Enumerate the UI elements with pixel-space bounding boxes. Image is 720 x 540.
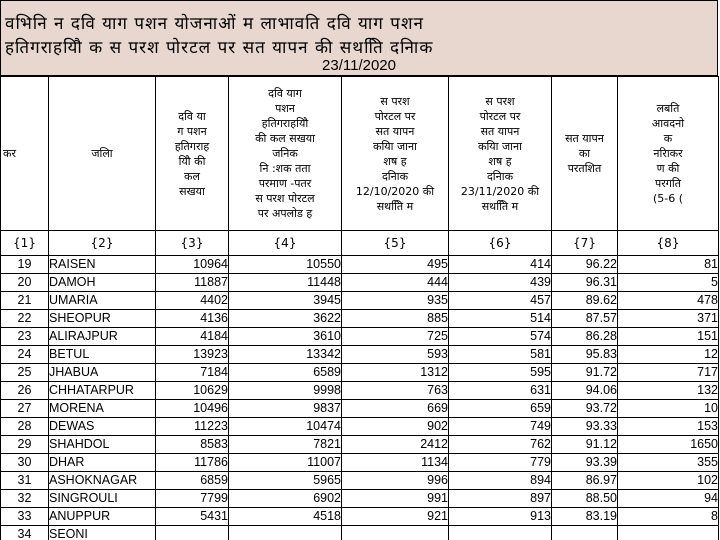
colnum-1: {1} xyxy=(1,231,49,256)
progress-cell: 717 xyxy=(618,364,719,382)
district-cell: MORENA xyxy=(49,400,156,418)
progress-cell: 81 xyxy=(618,256,719,274)
certificates-uploaded-cell: 3945 xyxy=(229,292,342,310)
pending-nov-cell: 779 xyxy=(449,454,552,472)
column-number-row xyxy=(1,231,719,256)
total-beneficiaries-cell: 8583 xyxy=(156,436,229,454)
serial-cell: 27 xyxy=(1,400,49,418)
serial-cell: 22 xyxy=(1,310,49,328)
district-cell: ALIRAJPUR xyxy=(49,328,156,346)
total-beneficiaries-cell: 5431 xyxy=(156,508,229,526)
progress-cell: 8 xyxy=(618,508,719,526)
certificates-uploaded-cell xyxy=(229,526,342,540)
table-row xyxy=(1,508,719,526)
serial-cell: 30 xyxy=(1,454,49,472)
total-beneficiaries-cell: 11887 xyxy=(156,274,229,292)
total-beneficiaries-cell: 13923 xyxy=(156,346,229,364)
verification-percent-cell: 89.62 xyxy=(552,292,618,310)
district-cell: CHHATARPUR xyxy=(49,382,156,400)
table-row xyxy=(1,274,719,292)
progress-cell xyxy=(618,526,719,540)
table-row xyxy=(1,400,719,418)
progress-cell: 478 xyxy=(618,292,719,310)
table-row xyxy=(1,472,719,490)
table-row xyxy=(1,382,719,400)
verification-percent-cell: 88.50 xyxy=(552,490,618,508)
district-cell: ANUPPUR xyxy=(49,508,156,526)
certificates-uploaded-cell: 6902 xyxy=(229,490,342,508)
verification-percent-cell: 96.31 xyxy=(552,274,618,292)
pension-verification-table xyxy=(0,76,719,540)
pending-nov-cell: 897 xyxy=(449,490,552,508)
title-line-1: वभिनि न दवि याग पशन योजनाओं म लाभावति दवि याग पशन xyxy=(5,14,424,34)
table-row xyxy=(1,364,719,382)
certificates-uploaded-cell: 5965 xyxy=(229,472,342,490)
pending-nov-cell: 894 xyxy=(449,472,552,490)
title-line-2: हतिगराहयिौ क स परश पोरटल पर सत यापन की सथतिि दनिाक xyxy=(5,38,434,58)
pending-oct-cell: 495 xyxy=(342,256,449,274)
header-verification-percent: सत यापन का परतशित xyxy=(552,77,618,231)
progress-cell: 132 xyxy=(618,382,719,400)
progress-cell: 94 xyxy=(618,490,719,508)
pending-oct-cell: 996 xyxy=(342,472,449,490)
serial-cell: 32 xyxy=(1,490,49,508)
header-pending-12-10-2020: स परश पोरटल पर सत यापन कयिा जाना शष ह दनिाक 12/10/2020 की सथतिि म xyxy=(342,77,449,231)
pending-nov-cell: 574 xyxy=(449,328,552,346)
pending-nov-cell: 439 xyxy=(449,274,552,292)
total-beneficiaries-cell: 4402 xyxy=(156,292,229,310)
total-beneficiaries-cell: 6859 xyxy=(156,472,229,490)
certificates-uploaded-cell: 3610 xyxy=(229,328,342,346)
serial-cell: 29 xyxy=(1,436,49,454)
pending-oct-cell: 1134 xyxy=(342,454,449,472)
progress-cell: 10 xyxy=(618,400,719,418)
total-beneficiaries-cell: 4136 xyxy=(156,310,229,328)
pending-oct-cell: 593 xyxy=(342,346,449,364)
header-total-beneficiaries: दवि या ग पशन हतिगराह यिौ की कल सखया xyxy=(156,77,229,231)
pending-oct-cell: 669 xyxy=(342,400,449,418)
district-cell: RAISEN xyxy=(49,256,156,274)
serial-cell: 28 xyxy=(1,418,49,436)
colnum-4: {4} xyxy=(229,231,342,256)
progress-cell: 153 xyxy=(618,418,719,436)
pending-nov-cell: 581 xyxy=(449,346,552,364)
header-progress: लबति आवदनो क नरिाकर ण की परगति (5-6 ( xyxy=(618,77,719,231)
district-cell: JHABUA xyxy=(49,364,156,382)
table-body xyxy=(1,256,719,540)
total-beneficiaries-cell: 10964 xyxy=(156,256,229,274)
colnum-7: {7} xyxy=(552,231,618,256)
pending-nov-cell: 514 xyxy=(449,310,552,328)
header-district: जलिा xyxy=(49,77,156,231)
verification-percent-cell: 93.72 xyxy=(552,400,618,418)
certificates-uploaded-cell: 3622 xyxy=(229,310,342,328)
verification-percent-cell: 86.28 xyxy=(552,328,618,346)
serial-cell: 33 xyxy=(1,508,49,526)
colnum-2: {2} xyxy=(49,231,156,256)
verification-percent-cell: 94.06 xyxy=(552,382,618,400)
pending-nov-cell: 457 xyxy=(449,292,552,310)
district-cell: DEWAS xyxy=(49,418,156,436)
verification-percent-cell: 93.39 xyxy=(552,454,618,472)
district-cell: UMARIA xyxy=(49,292,156,310)
progress-cell: 1650 xyxy=(618,436,719,454)
progress-cell: 355 xyxy=(618,454,719,472)
total-beneficiaries-cell: 11786 xyxy=(156,454,229,472)
district-cell: SEONI xyxy=(49,526,156,540)
colnum-3: {3} xyxy=(156,231,229,256)
pending-oct-cell: 935 xyxy=(342,292,449,310)
district-cell: DAMOH xyxy=(49,274,156,292)
serial-cell: 21 xyxy=(1,292,49,310)
pending-nov-cell: 762 xyxy=(449,436,552,454)
certificates-uploaded-cell: 9837 xyxy=(229,400,342,418)
certificates-uploaded-cell: 10550 xyxy=(229,256,342,274)
certificates-uploaded-cell: 11448 xyxy=(229,274,342,292)
total-beneficiaries-cell: 11223 xyxy=(156,418,229,436)
total-beneficiaries-cell: 4184 xyxy=(156,328,229,346)
certificates-uploaded-cell: 4518 xyxy=(229,508,342,526)
table-row xyxy=(1,436,719,454)
certificates-uploaded-cell: 6589 xyxy=(229,364,342,382)
table-row xyxy=(1,346,719,364)
table-row xyxy=(1,292,719,310)
pending-nov-cell: 595 xyxy=(449,364,552,382)
verification-percent-cell: 91.12 xyxy=(552,436,618,454)
serial-cell: 31 xyxy=(1,472,49,490)
header-pending-23-11-2020: स परश पोरटल पर सत यापन कयिा जाना शष ह दनिाक 23/11/2020 की सथतिि म xyxy=(449,77,552,231)
serial-cell: 20 xyxy=(1,274,49,292)
table-row xyxy=(1,256,719,274)
pending-oct-cell: 763 xyxy=(342,382,449,400)
progress-cell: 371 xyxy=(618,310,719,328)
progress-cell: 102 xyxy=(618,472,719,490)
table-row xyxy=(1,328,719,346)
progress-cell: 12 xyxy=(618,346,719,364)
table-row xyxy=(1,526,719,540)
serial-cell: 25 xyxy=(1,364,49,382)
pending-oct-cell: 2412 xyxy=(342,436,449,454)
colnum-8: {8} xyxy=(618,231,719,256)
report-date: 23/11/2020 xyxy=(322,57,396,74)
district-cell: SHEOPUR xyxy=(49,310,156,328)
district-cell: SINGROULI xyxy=(49,490,156,508)
header-serial: कर xyxy=(1,77,49,231)
verification-percent-cell xyxy=(552,526,618,540)
verification-percent-cell: 95.83 xyxy=(552,346,618,364)
total-beneficiaries-cell xyxy=(156,526,229,540)
certificates-uploaded-cell: 13342 xyxy=(229,346,342,364)
verification-percent-cell: 87.57 xyxy=(552,310,618,328)
table-row xyxy=(1,490,719,508)
pending-oct-cell: 725 xyxy=(342,328,449,346)
district-cell: DHAR xyxy=(49,454,156,472)
table-row xyxy=(1,418,719,436)
pending-oct-cell: 921 xyxy=(342,508,449,526)
district-cell: SHAHDOL xyxy=(49,436,156,454)
certificates-uploaded-cell: 11007 xyxy=(229,454,342,472)
verification-percent-cell: 83.19 xyxy=(552,508,618,526)
serial-cell: 24 xyxy=(1,346,49,364)
verification-percent-cell: 91.72 xyxy=(552,364,618,382)
pending-oct-cell: 991 xyxy=(342,490,449,508)
total-beneficiaries-cell: 7799 xyxy=(156,490,229,508)
pending-oct-cell xyxy=(342,526,449,540)
pending-oct-cell: 885 xyxy=(342,310,449,328)
total-beneficiaries-cell: 10496 xyxy=(156,400,229,418)
pending-nov-cell: 749 xyxy=(449,418,552,436)
pending-oct-cell: 902 xyxy=(342,418,449,436)
certificates-uploaded-cell: 9998 xyxy=(229,382,342,400)
certificates-uploaded-cell: 10474 xyxy=(229,418,342,436)
colnum-5: {5} xyxy=(342,231,449,256)
pending-nov-cell: 631 xyxy=(449,382,552,400)
district-cell: BETUL xyxy=(49,346,156,364)
progress-cell: 5 xyxy=(618,274,719,292)
serial-cell: 34 xyxy=(1,526,49,540)
total-beneficiaries-cell: 7184 xyxy=(156,364,229,382)
pending-oct-cell: 1312 xyxy=(342,364,449,382)
pending-nov-cell: 659 xyxy=(449,400,552,418)
verification-percent-cell: 96.22 xyxy=(552,256,618,274)
serial-cell: 23 xyxy=(1,328,49,346)
verification-percent-cell: 86.97 xyxy=(552,472,618,490)
pending-nov-cell: 913 xyxy=(449,508,552,526)
district-cell: ASHOKNAGAR xyxy=(49,472,156,490)
colnum-6: {6} xyxy=(449,231,552,256)
report-title-block xyxy=(0,0,718,76)
table-row xyxy=(1,310,719,328)
serial-cell: 19 xyxy=(1,256,49,274)
header-row xyxy=(1,77,719,231)
serial-cell: 26 xyxy=(1,382,49,400)
pending-oct-cell: 444 xyxy=(342,274,449,292)
pending-nov-cell xyxy=(449,526,552,540)
header-certificates-uploaded: दवि याग पशन हतिगराहयिौ की कल सखया जनिक नि :शक तता परमाण -पतर स परश पोरटल पर अपलोड ह xyxy=(229,77,342,231)
verification-percent-cell: 93.33 xyxy=(552,418,618,436)
certificates-uploaded-cell: 7821 xyxy=(229,436,342,454)
pending-nov-cell: 414 xyxy=(449,256,552,274)
progress-cell: 151 xyxy=(618,328,719,346)
table-row xyxy=(1,454,719,472)
total-beneficiaries-cell: 10629 xyxy=(156,382,229,400)
